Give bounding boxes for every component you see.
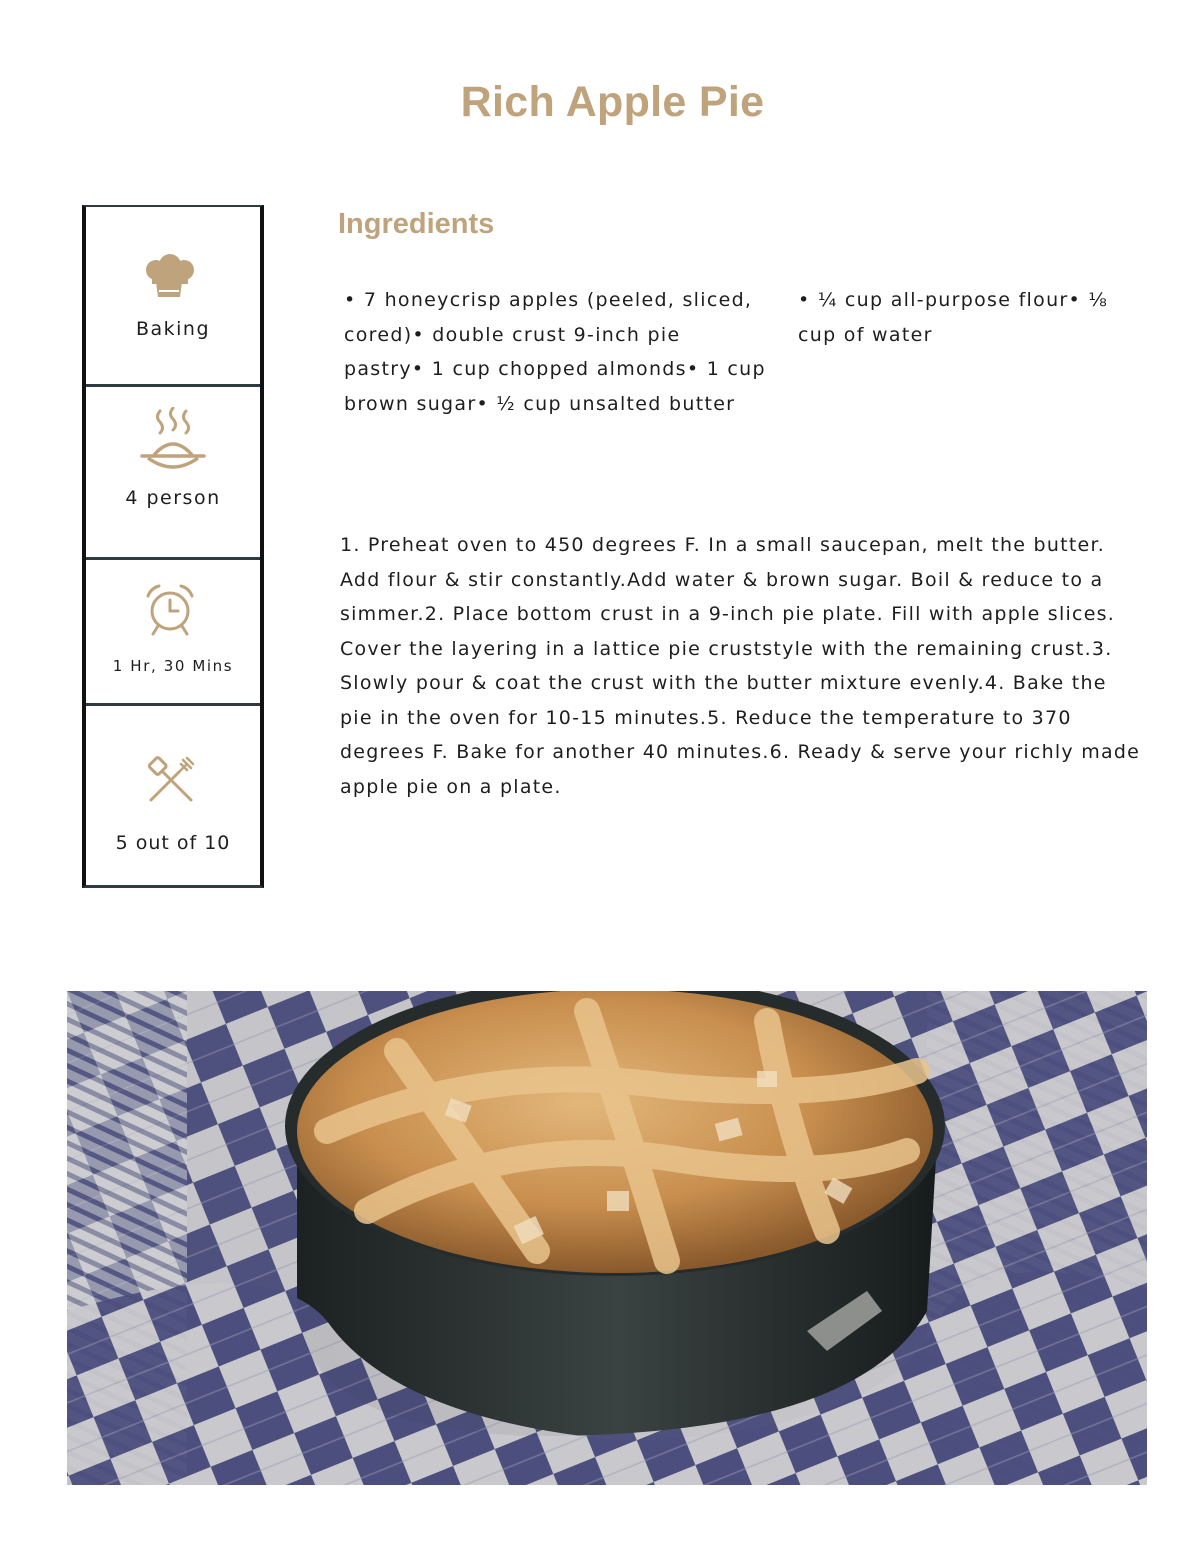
instruction-line: 1. Preheat oven to 450 degrees F. In a small saucepan, melt the butter.: [340, 534, 1106, 556]
ingredient-line: cup of water: [798, 323, 933, 346]
ingredient-line: cored)• double crust 9-inch pie: [344, 323, 681, 346]
instruction-line: pie in the oven for 10-15 minutes.5. Reduce the temperature to 370: [340, 706, 1072, 729]
ingredient-line: pastry• 1 cup chopped almonds• 1 cup: [344, 358, 766, 380]
instruction-line: apple pie on a plate.: [340, 775, 562, 798]
instruction-line: Slowly pour & coat the crust with the butter mixture evenly.4. Bake the: [340, 672, 1107, 694]
difficulty-cell: [86, 703, 260, 887]
ingredient-line: brown sugar• ½ cup unsalted butter: [344, 392, 736, 415]
instruction-line: Cover the layering in a lattice pie cruststyle with the remaining crust.3.: [340, 637, 1113, 660]
servings-label: 4 person: [125, 487, 221, 509]
difficulty-label: 5 out of 10: [115, 832, 231, 854]
recipe-title: Rich Apple Pie: [460, 78, 765, 126]
ingredient-line: • 7 honeycrisp apples (peeled, sliced,: [344, 289, 753, 311]
instruction-line: Add flour & stir constantly.Add water & brown sugar. Boil & reduce to a: [340, 568, 1104, 591]
category-label: Baking: [135, 318, 211, 340]
category-cell: [86, 207, 260, 385]
ingredients-column-1: [344, 283, 784, 421]
chef-hat-icon: [144, 254, 196, 304]
instructions: [340, 528, 1155, 804]
ingredient-line: • ¼ cup all-purpose flour• ⅛: [798, 289, 1109, 311]
instruction-line: degrees F. Bake for another 40 minutes.6. Ready & serve your richly made: [340, 741, 1141, 763]
servings-cell: [86, 384, 260, 557]
apple-pie-photo: [67, 991, 1147, 1485]
ingredients-heading: Ingredients: [338, 208, 495, 240]
spatula-fork-icon: [147, 756, 195, 808]
recipe-info-sidebar: [82, 205, 264, 888]
ingredients-column-2: [798, 283, 1158, 352]
steaming-pie-icon: [140, 407, 206, 477]
time-label: 1 Hr, 30 Mins: [112, 657, 234, 675]
instruction-line: simmer.2. Place bottom crust in a 9-inch pie plate. Fill with apple slices.: [340, 603, 1116, 625]
time-cell: [86, 557, 260, 703]
alarm-clock-icon: [144, 584, 196, 642]
